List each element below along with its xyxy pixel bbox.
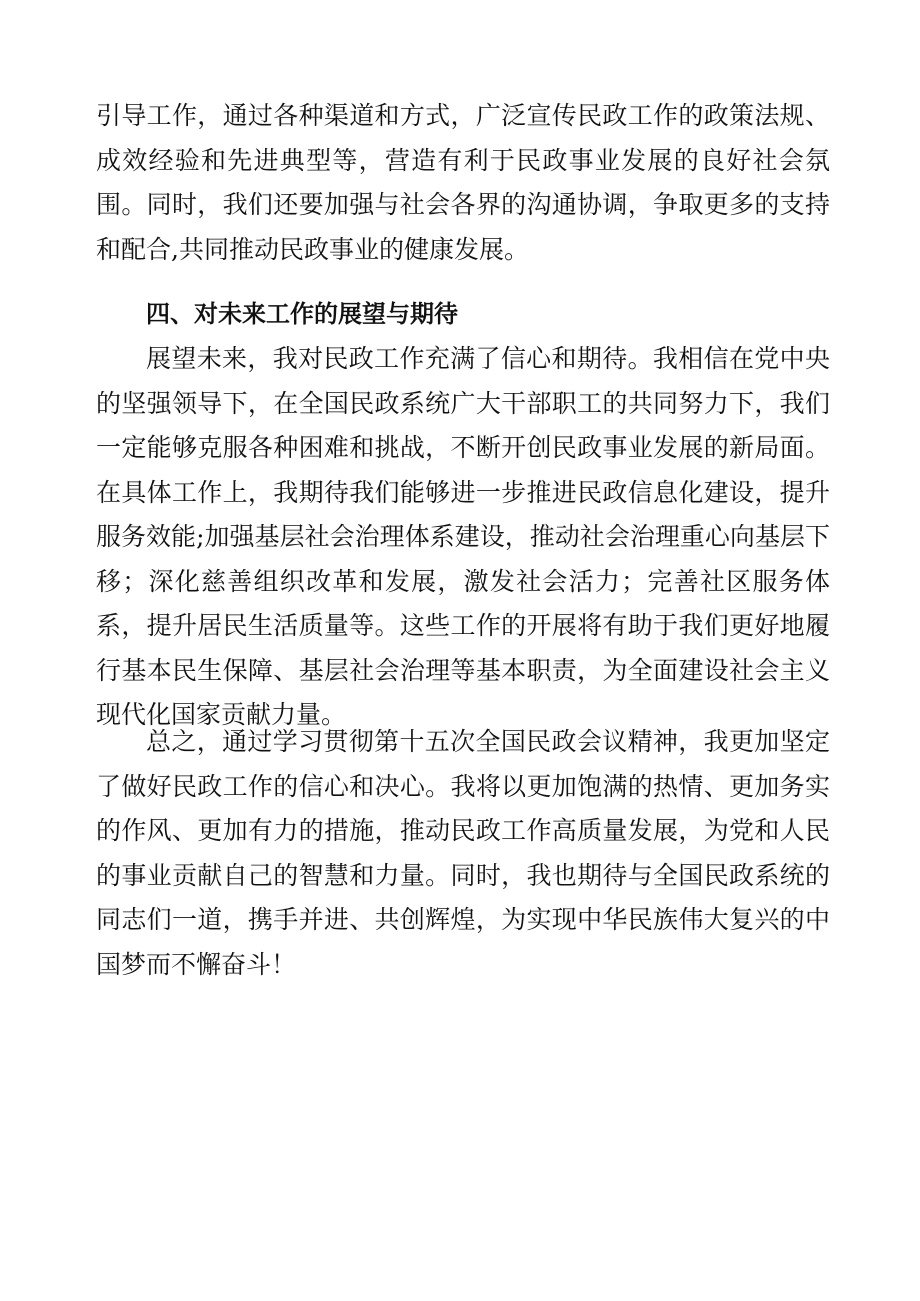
body-paragraph-outlook: 展望未来，我对民政工作充满了信心和期待。我相信在党中央的坚强领导下，在全国民政系统广大干部职工的共同努力下，我们一定能够克服各种困难和挑战，不断开创民政事业发展的新局面。在具体工作上，我期待我们能够进一步推进民政信息化建设，提升服务效能;加强基层社会治理体系建设，推动社会治理重心向基层下移；深化慈善组织改革和发展，激发社会活力；完善社区服务体系，提升居民生活质量等。这些工作的开展将有助于我们更好地履行基本民生保障、基层社会治理等基本职责，为全面建设社会主义现代化国家贡献力量。 (96, 344, 830, 729)
body-paragraph-continuation: 引导工作，通过各种渠道和方式，广泛宣传民政工作的政策法规、成效经验和先进典型等，营造有利于民政事业发展的良好社会氛围。同时，我们还要加强与社会各界的沟通协调，争取更多的支持和配合,共同推动民政事业的健康发展。 (96, 101, 830, 264)
section-heading: 四、对未来工作的展望与期待 (146, 300, 458, 328)
body-paragraph-conclusion: 总之，通过学习贯彻第十五次全国民政会议精神，我更加坚定了做好民政工作的信心和决心。我将以更加饱满的热情、更加务实的作风、更加有力的措施，推动民政工作高质量发展，为党和人民的事业贡献自己的智慧和力量。同时，我也期待与全国民政系统的同志们一道，携手并进、共创辉煌，为实现中华民族伟大复兴的中国梦而不懈奋斗！ (96, 727, 830, 979)
